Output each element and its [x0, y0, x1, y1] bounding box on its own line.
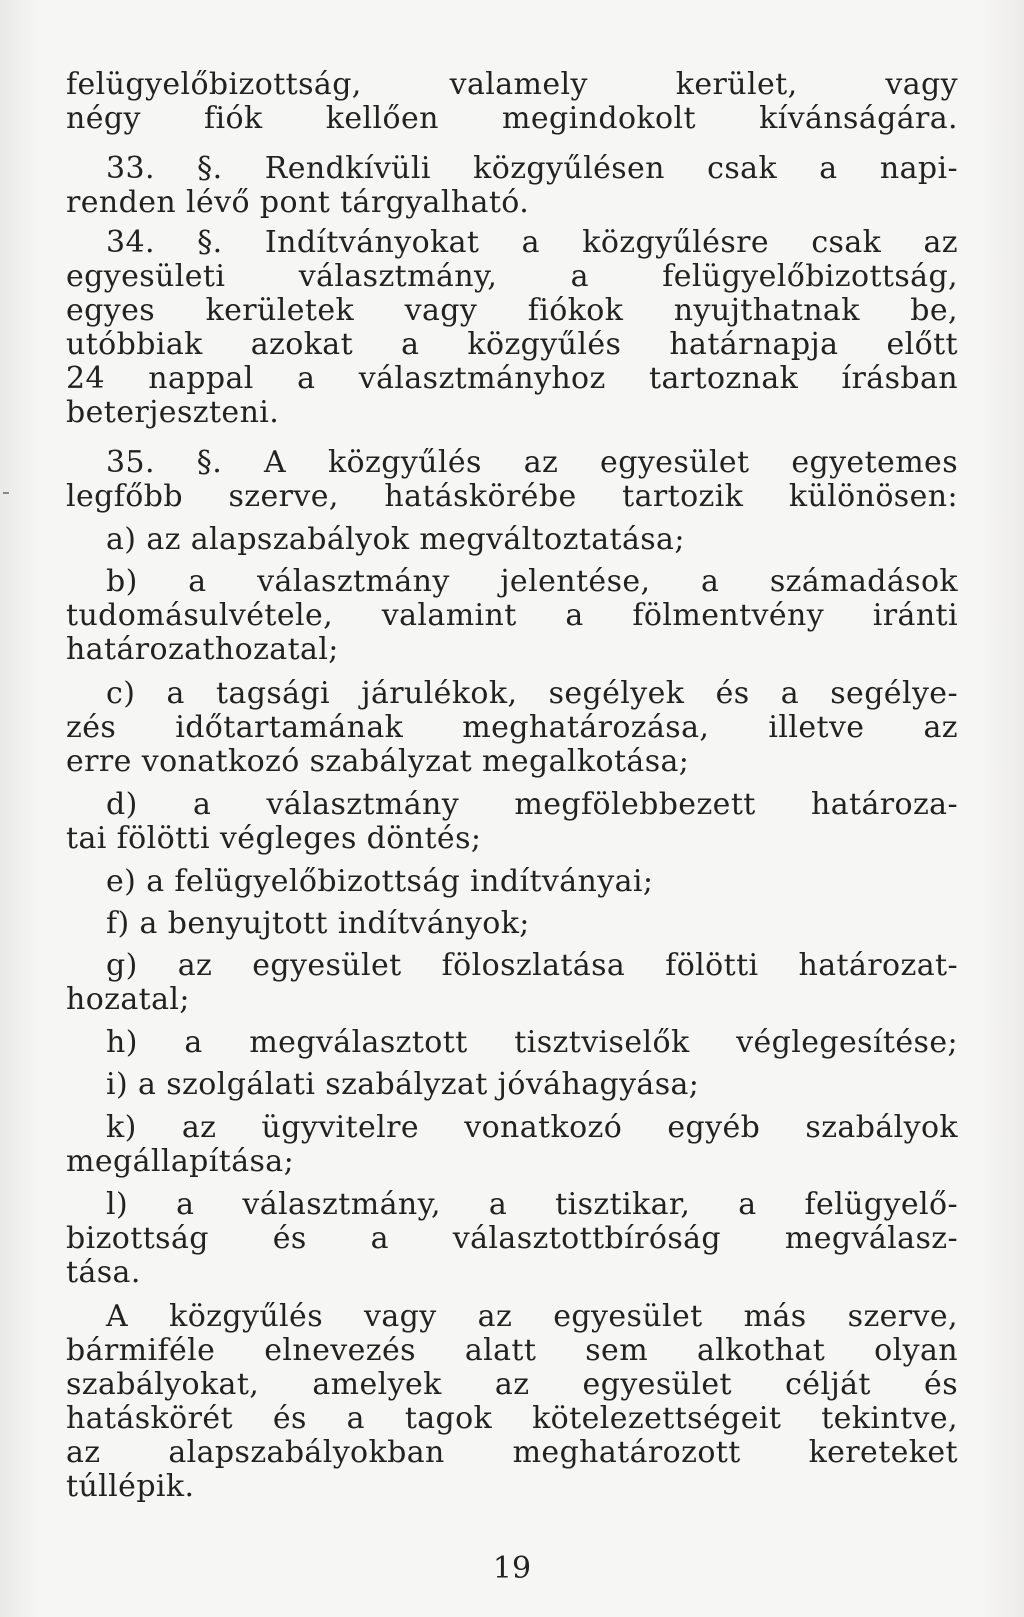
text-line: bármiféle elnevezés alatt sem alkothat olyan	[66, 1333, 958, 1368]
page-number: 19	[492, 1551, 532, 1586]
list-item-g: g) az egyesület föloszlatása fölötti határozat-	[106, 948, 958, 983]
text-line: beterjeszteni.	[66, 395, 280, 430]
text-line: hozatal;	[66, 982, 190, 1017]
list-item-d: d) a választmány megfölebbezett határoza-	[106, 787, 958, 822]
text-line: felügyelőbizottság, valamely kerület, vagy	[66, 67, 958, 102]
list-item-i: i) a szolgálati szabályzat jóváhagyása;	[106, 1067, 700, 1102]
text-line: zés időtartamának meghatározása, illetve az	[66, 710, 958, 745]
text-line: erre vonatkozó szabályzat megalkotása;	[66, 744, 690, 779]
text-line: bizottság és a választottbíróság megválasz-	[66, 1221, 958, 1256]
closing-paragraph-line: A közgyűlés vagy az egyesület más szerve,	[106, 1299, 958, 1334]
text-line: tai fölötti végleges döntés;	[66, 821, 482, 856]
text-line: hatáskörét és a tagok kötelezettségeit tekintve,	[66, 1401, 958, 1436]
text-line: az alapszabályokban meghatározott kereteket	[66, 1435, 958, 1470]
paragraph-34-line: 34. §. Indítványokat a közgyűlésre csak az	[106, 225, 958, 260]
text-line: túllépik.	[66, 1469, 195, 1504]
list-item-f: f) a benyujtott indítványok;	[106, 906, 530, 941]
text-line: tudomásulvétele, valamint a fölmentvény iránti	[66, 598, 958, 633]
text-line: négy fiók kellően megindokolt kívánságára.	[66, 101, 958, 136]
list-item-a: a) az alapszabályok megváltoztatása;	[106, 522, 685, 557]
text-line: határozathozatal;	[66, 632, 339, 667]
list-item-h: h) a megválasztott tisztviselők véglegesítése;	[106, 1025, 958, 1060]
text-line: legfőbb szerve, hatáskörébe tartozik különösen:	[66, 479, 958, 514]
text-line: szabályokat, amelyek az egyesület célját és	[66, 1367, 958, 1402]
text-line: egyes kerületek vagy fiókok nyujthatnak be,	[66, 293, 958, 328]
text-line: egyesületi választmány, a felügyelőbizottság,	[66, 259, 958, 294]
list-item-k: k) az ügyvitelre vonatkozó egyéb szabályok	[106, 1110, 958, 1145]
text-line: tása.	[66, 1255, 141, 1290]
text-line: 24 nappal a választmányhoz tartoznak írásban	[66, 361, 958, 396]
list-item-e: e) a felügyelőbizottság indítványai;	[106, 864, 654, 899]
list-item-c: c) a tagsági járulékok, segélyek és a segélye-	[106, 676, 958, 711]
paragraph-33-line: 33. §. Rendkívüli közgyűlésen csak a napi-	[106, 151, 958, 186]
list-item-b: b) a választmány jelentése, a számadások	[106, 564, 958, 599]
paragraph-35-line: 35. §. A közgyűlés az egyesület egyetemes	[106, 445, 958, 480]
text-line: renden lévő pont tárgyalható.	[66, 185, 530, 220]
text-line: megállapítása;	[66, 1144, 295, 1179]
list-item-l: l) a választmány, a tisztikar, a felügyelő-	[106, 1187, 958, 1222]
edge-mark	[3, 492, 9, 494]
text-line: utóbbiak azokat a közgyűlés határnapja előtt	[66, 327, 958, 362]
